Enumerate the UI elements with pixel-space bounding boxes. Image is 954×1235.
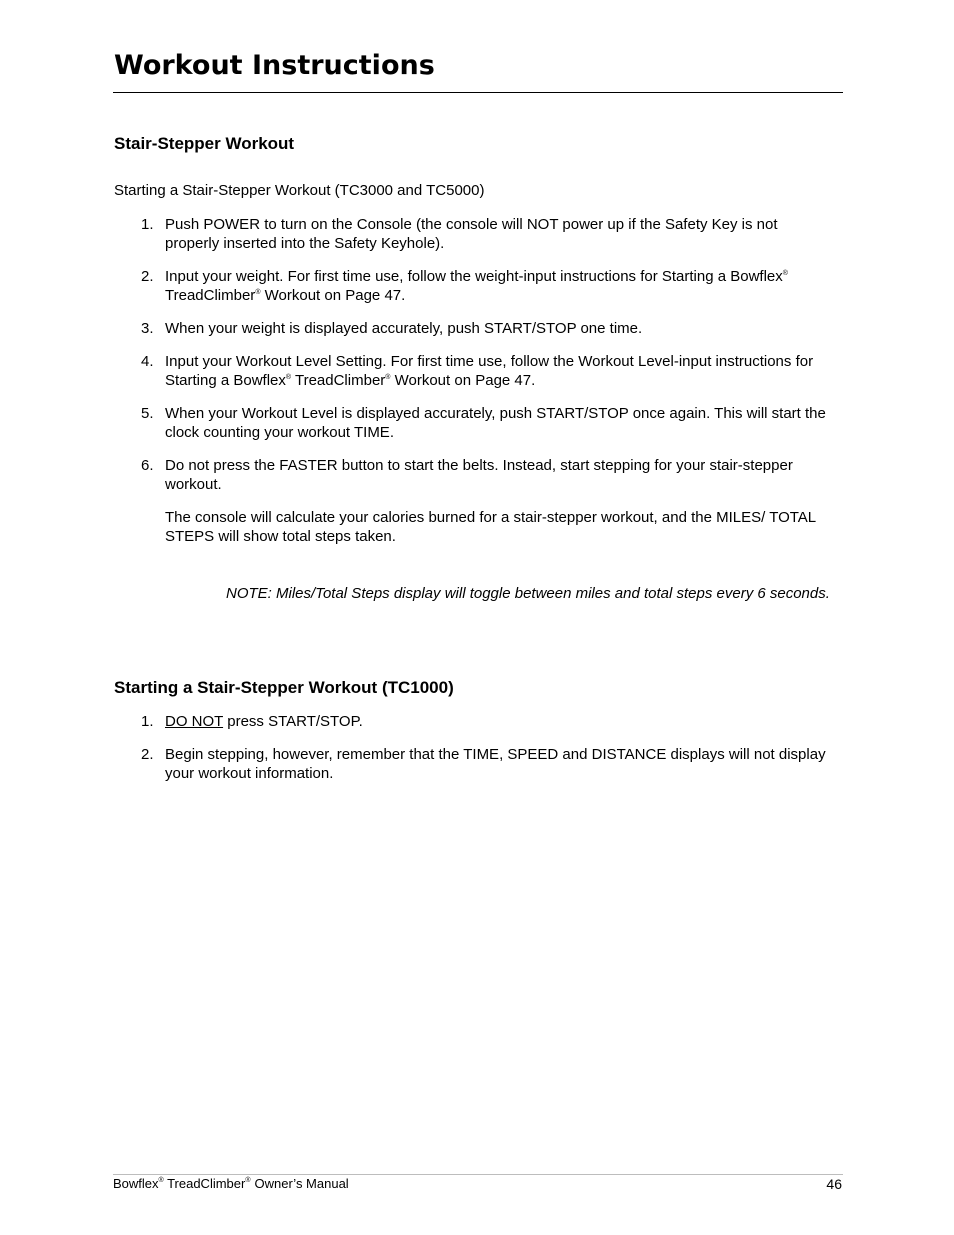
step-number: 2. bbox=[141, 746, 154, 763]
list-item bbox=[114, 404, 834, 442]
list-item bbox=[114, 267, 834, 305]
step-text: When your weight is displayed accurately, push START/STOP one time. bbox=[165, 320, 643, 337]
step-number: 1. bbox=[141, 713, 154, 730]
footer-manual-title bbox=[113, 1176, 349, 1192]
step-text: Do not press the FASTER button to start the belts. Instead, start stepping for your stair-stepper workout. bbox=[165, 457, 793, 493]
registered-mark: ® bbox=[245, 1177, 251, 1184]
list-item bbox=[114, 319, 834, 338]
step-number: 4. bbox=[141, 353, 154, 370]
page-number: 46 bbox=[826, 1176, 842, 1192]
step-text: TreadClimber bbox=[165, 287, 256, 304]
list-item bbox=[114, 745, 834, 783]
registered-mark: ® bbox=[255, 289, 261, 296]
step-text: Workout on Page 47. bbox=[390, 372, 536, 389]
list-item bbox=[114, 352, 834, 390]
step-text: When your Workout Level is displayed accurately, push START/STOP once again. This will start the clock counting your workout TIME. bbox=[165, 405, 826, 441]
section-heading-tc1000: Starting a Stair-Stepper Workout (TC1000) bbox=[114, 678, 454, 697]
step-number: 3. bbox=[141, 320, 154, 337]
emphasis-underline: DO NOT bbox=[165, 713, 224, 730]
footer-divider bbox=[113, 1174, 843, 1175]
registered-mark: ® bbox=[385, 374, 391, 381]
note-text: NOTE: Miles/Total Steps display will toggle between miles and total steps every 6 seconds. bbox=[226, 585, 830, 602]
step-text: Input your Workout Level Setting. For first time use, follow the Workout Level-input instructions for Starting a Bowflex bbox=[165, 353, 814, 389]
registered-mark: ® bbox=[158, 1177, 164, 1184]
step-number: 5. bbox=[141, 405, 154, 422]
step-text: Begin stepping, however, remember that the TIME, SPEED and DISTANCE displays will not display your workout information. bbox=[165, 746, 826, 782]
registered-mark: ® bbox=[285, 374, 292, 381]
step-text: press START/STOP. bbox=[223, 713, 363, 730]
list-item bbox=[114, 712, 834, 731]
step-text: Input your weight. For first time use, follow the weight-input instructions for Starting a Bowflex bbox=[165, 268, 783, 285]
footer-product: TreadClimber bbox=[163, 1176, 246, 1191]
registered-mark: ® bbox=[782, 270, 788, 277]
footer-manual: Owner’s Manual bbox=[254, 1176, 349, 1191]
tc1000-steps bbox=[114, 712, 834, 797]
step-number: 2. bbox=[141, 268, 154, 285]
footer-brand: Bowflex bbox=[113, 1176, 159, 1191]
stair-stepper-steps bbox=[114, 215, 834, 560]
step-number: 6. bbox=[141, 457, 154, 474]
list-item bbox=[114, 456, 834, 546]
step-text: Push POWER to turn on the Console (the console will NOT power up if the Safety Key is not properly inserted into the Safety Keyhole). bbox=[165, 216, 778, 252]
section-intro: Starting a Stair-Stepper Workout (TC3000 and TC5000) bbox=[114, 182, 485, 199]
step-sub-paragraph: The console will calculate your calories burned for a stair-stepper workout, and the MILES/ TOTAL STEPS will show total steps taken. bbox=[165, 509, 816, 545]
step-text: Workout on Page 47. bbox=[260, 287, 406, 304]
title-divider bbox=[113, 92, 843, 93]
list-item bbox=[114, 215, 834, 253]
page-title: Workout Instructions bbox=[114, 50, 435, 81]
step-text: TreadClimber bbox=[291, 372, 386, 389]
step-number: 1. bbox=[141, 216, 154, 233]
section-heading-stair-stepper: Stair-Stepper Workout bbox=[114, 134, 295, 153]
